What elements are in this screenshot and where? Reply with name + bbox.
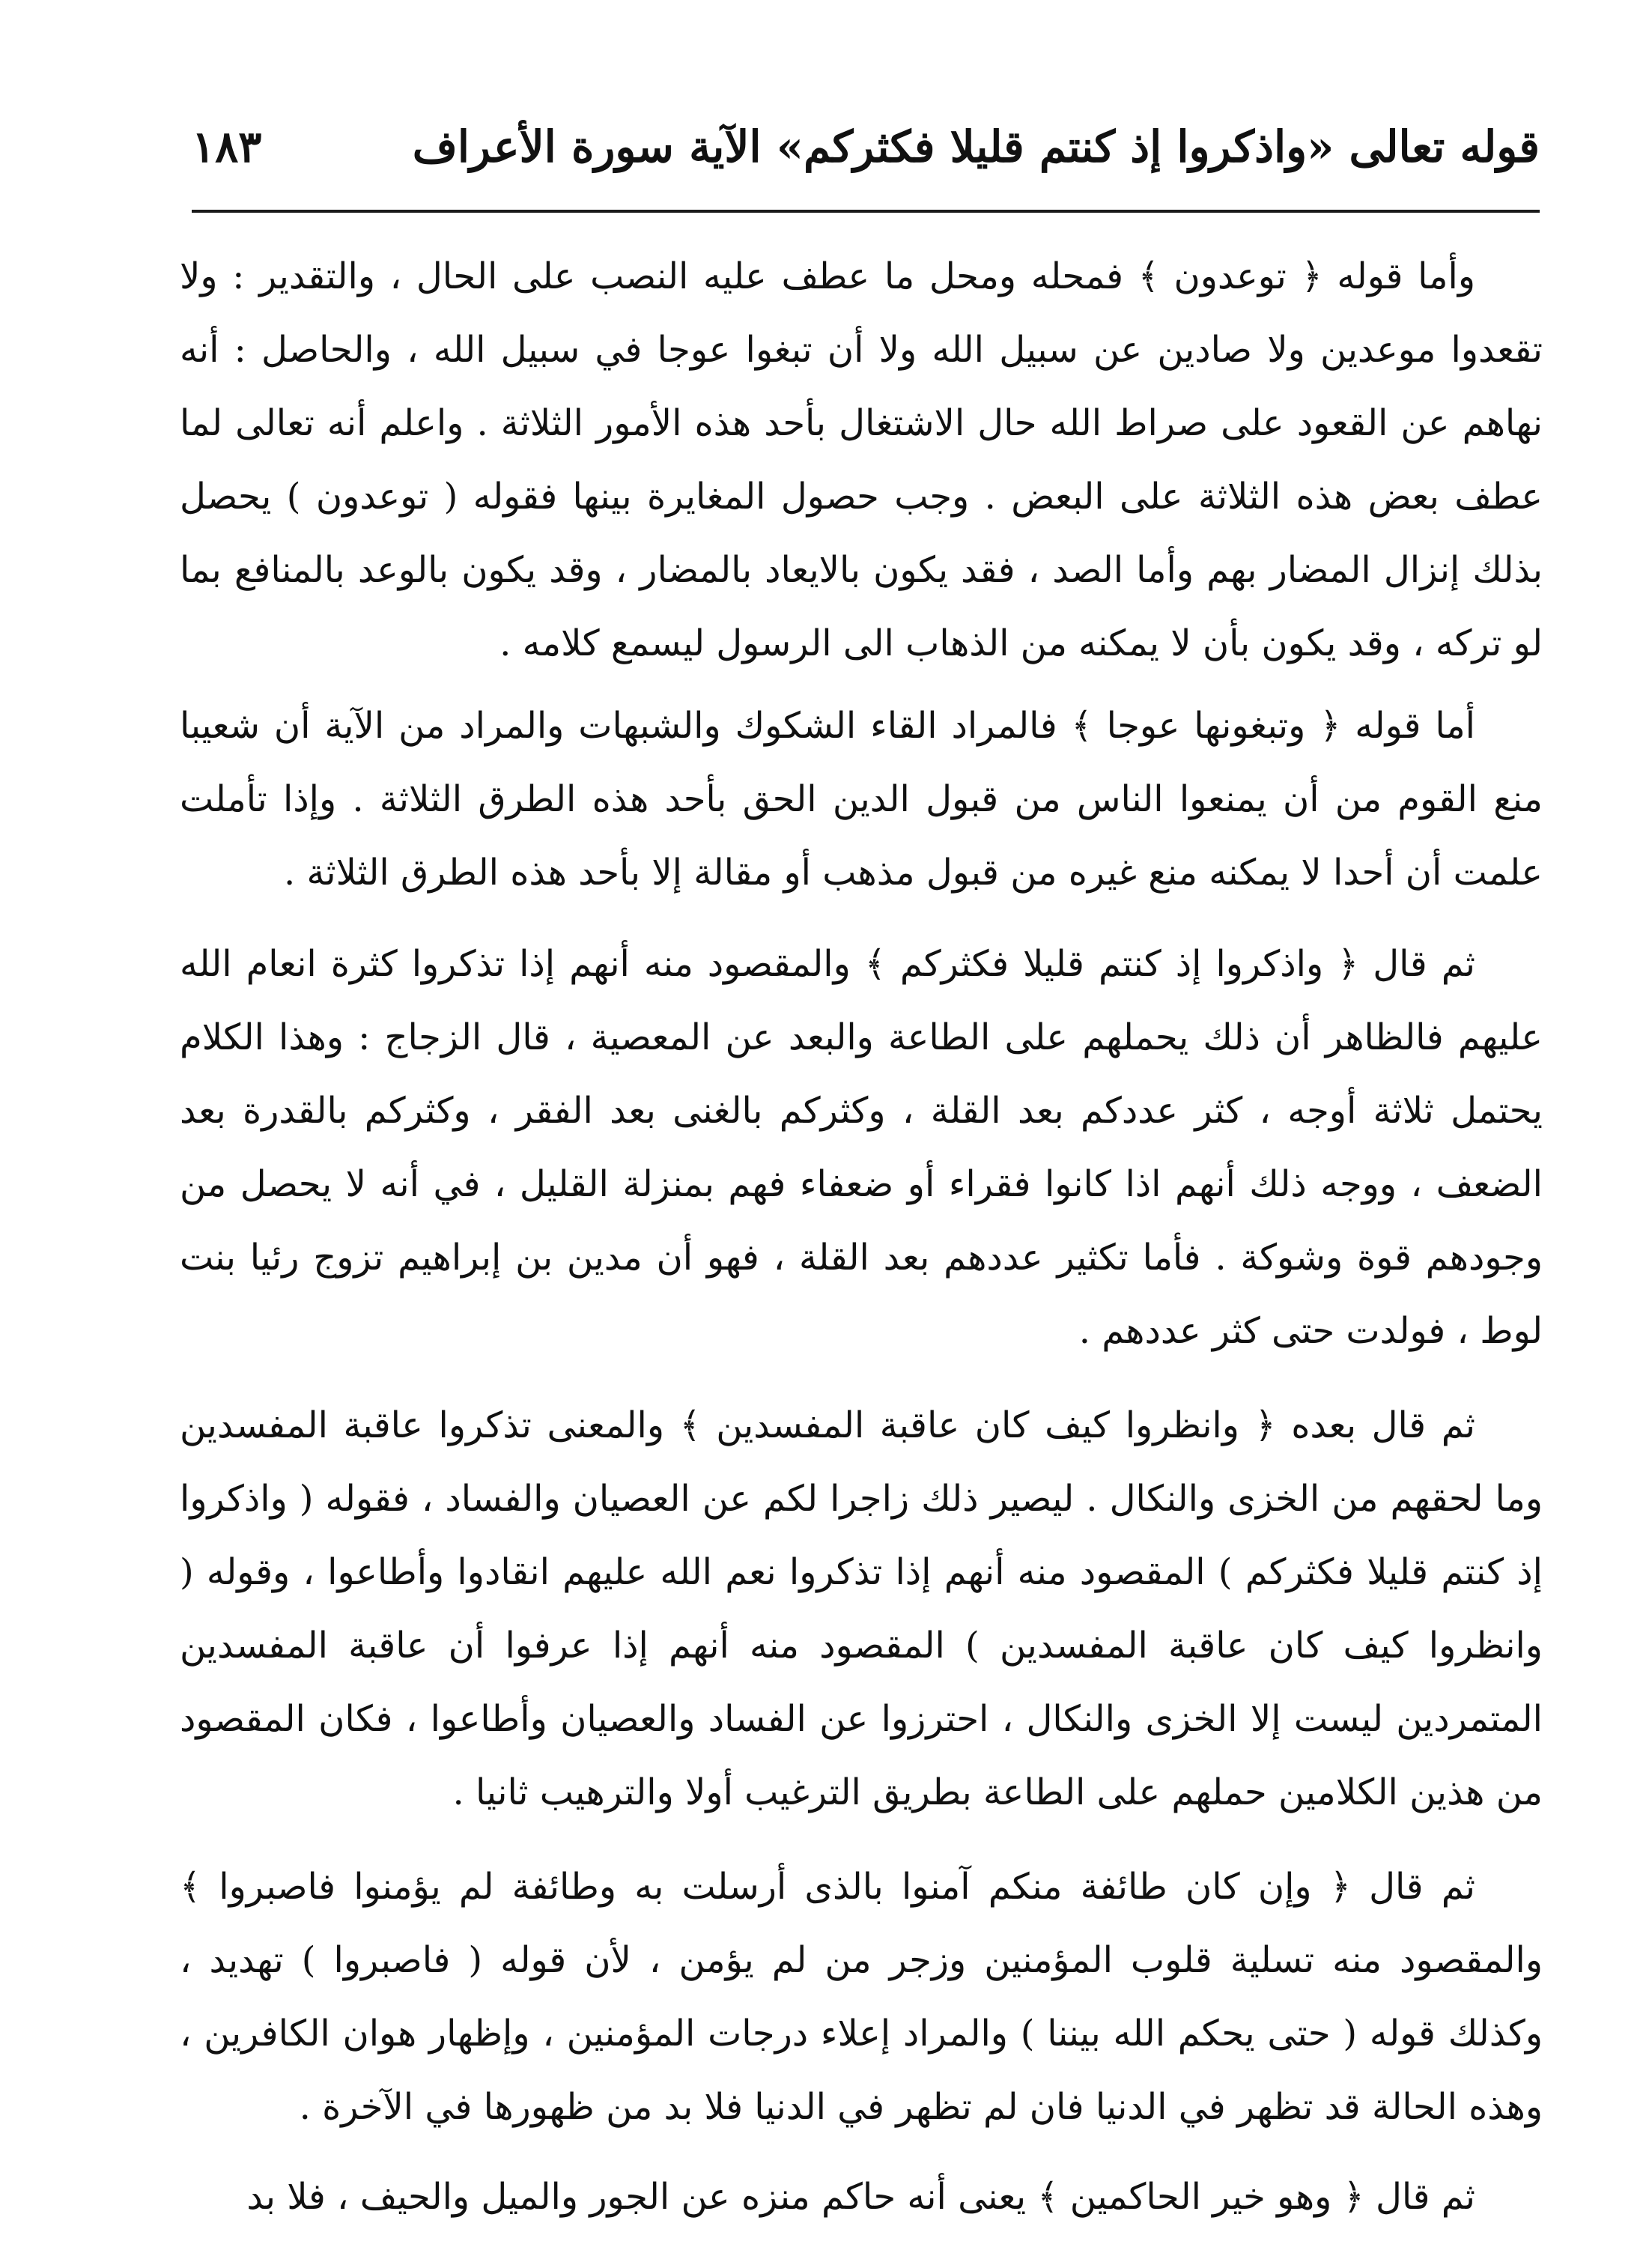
header-title: قوله تعالى «واذكروا إذ كنتم قليلا فكثركم» الآية سورة الأعراف — [412, 121, 1540, 172]
body-text — [180, 240, 1543, 2234]
header-divider — [192, 210, 1540, 213]
paragraph: وأما قوله ﴿ توعدون ﴾ فمحله ومحل ما عطف عليه النصب على الحال ، والتقدير : ولا تقعدوا موعدين ولا صادين عن سبيل الله ولا أن تبغوا عوجا في سبيل الله ، والحاصل : أنه نهاهم عن القعود على صراط الله حال الاشتغال بأحد هذه الأمور الثلاثة . واعلم أنه تعالى لما عطف بعض هذه الثلاثة على البعض . وجب حصول المغايرة بينها فقوله ( توعدون ) يحصل بذلك إنزال المضار بهم وأما الصد ، فقد يكون بالايعاد بالمضار ، وقد يكون بالوعد بالمنافع بما لو تركه ، وقد يكون بأن لا يمكنه من الذهاب الى الرسول ليسمع كلامه . — [180, 255, 1543, 664]
paragraph: ثم قال ﴿ وهو خير الحاكمين ﴾ يعنى أنه حاكم منزه عن الجور والميل والحيف ، فلا بد — [246, 2176, 1475, 2218]
paragraph: أما قوله ﴿ وتبغونها عوجا ﴾ فالمراد القاء الشكوك والشبهات والمراد من الآية أن شعيبا منع القوم من أن يمنعوا الناس من قبول الدين الحق بأحد هذه الطرق الثلاثة . وإذا تأملت علمت أن أحدا لا يمكنه منع غيره من قبول مذهب أو مقالة إلا بأحد هذه الطرق الثلاثة . — [180, 705, 1543, 894]
paragraph: ثم قال ﴿ واذكروا إذ كنتم قليلا فكثركم ﴾ والمقصود منه أنهم إذا تذكروا كثرة انعام الله عليهم فالظاهر أن ذلك يحملهم على الطاعة والبعد عن المعصية ، قال الزجاج : وهذا الكلام يحتمل ثلاثة أوجه ، كثر عددكم بعد القلة ، وكثركم بالغنى بعد الفقر ، وكثركم بالقدرة بعد الضعف ، ووجه ذلك أنهم اذا كانوا فقراء أو ضعفاء فهم بمنزلة القليل ، في أنه لا يحصل من وجودهم قوة وشوكة . فأما تكثير عددهم بعد القلة ، فهو أن مدين بن إبراهيم تزوج رئيا بنت لوط ، فولدت حتى كثر عددهم . — [180, 943, 1543, 1352]
page-number: ١٨٣ — [192, 121, 262, 172]
paragraph: ثم قال بعده ﴿ وانظروا كيف كان عاقبة المفسدين ﴾ والمعنى تذكروا عاقبة المفسدين وما لحقهم من الخزى والنكال . ليصير ذلك زاجرا لكم عن العصيان والفساد ، فقوله ( واذكروا إذ كنتم قليلا فكثركم ) المقصود منه أنهم إذا تذكروا نعم الله عليهم انقادوا وأطاعوا ، وقوله ( وانظروا كيف كان عاقبة المفسدين ) المقصود منه أنهم إذا عرفوا أن عاقبة المفسدين المتمردين ليست إلا الخزى والنكال ، احترزوا عن الفساد والعصيان وأطاعوا ، فكان المقصود من هذين الكلامين حملهم على الطاعة بطريق الترغيب أولا والترهيب ثانيا . — [180, 1404, 1543, 1813]
paragraph: ثم قال ﴿ وإن كان طائفة منكم آمنوا بالذى أرسلت به وطائفة لم يؤمنوا فاصبروا ﴾ والمقصود منه تسلية قلوب المؤمنين وزجر من لم يؤمن ، لأن قوله ( فاصبروا ) تهديد ، وكذلك قوله ( حتى يحكم الله بيننا ) والمراد إعلاء درجات المؤمنين ، وإظهار هوان الكافرين ، وهذه الحالة قد تظهر في الدنيا فان لم تظهر في الدنيا فلا بد من ظهورها في الآخرة . — [180, 1866, 1543, 2128]
running-header — [192, 112, 1540, 195]
